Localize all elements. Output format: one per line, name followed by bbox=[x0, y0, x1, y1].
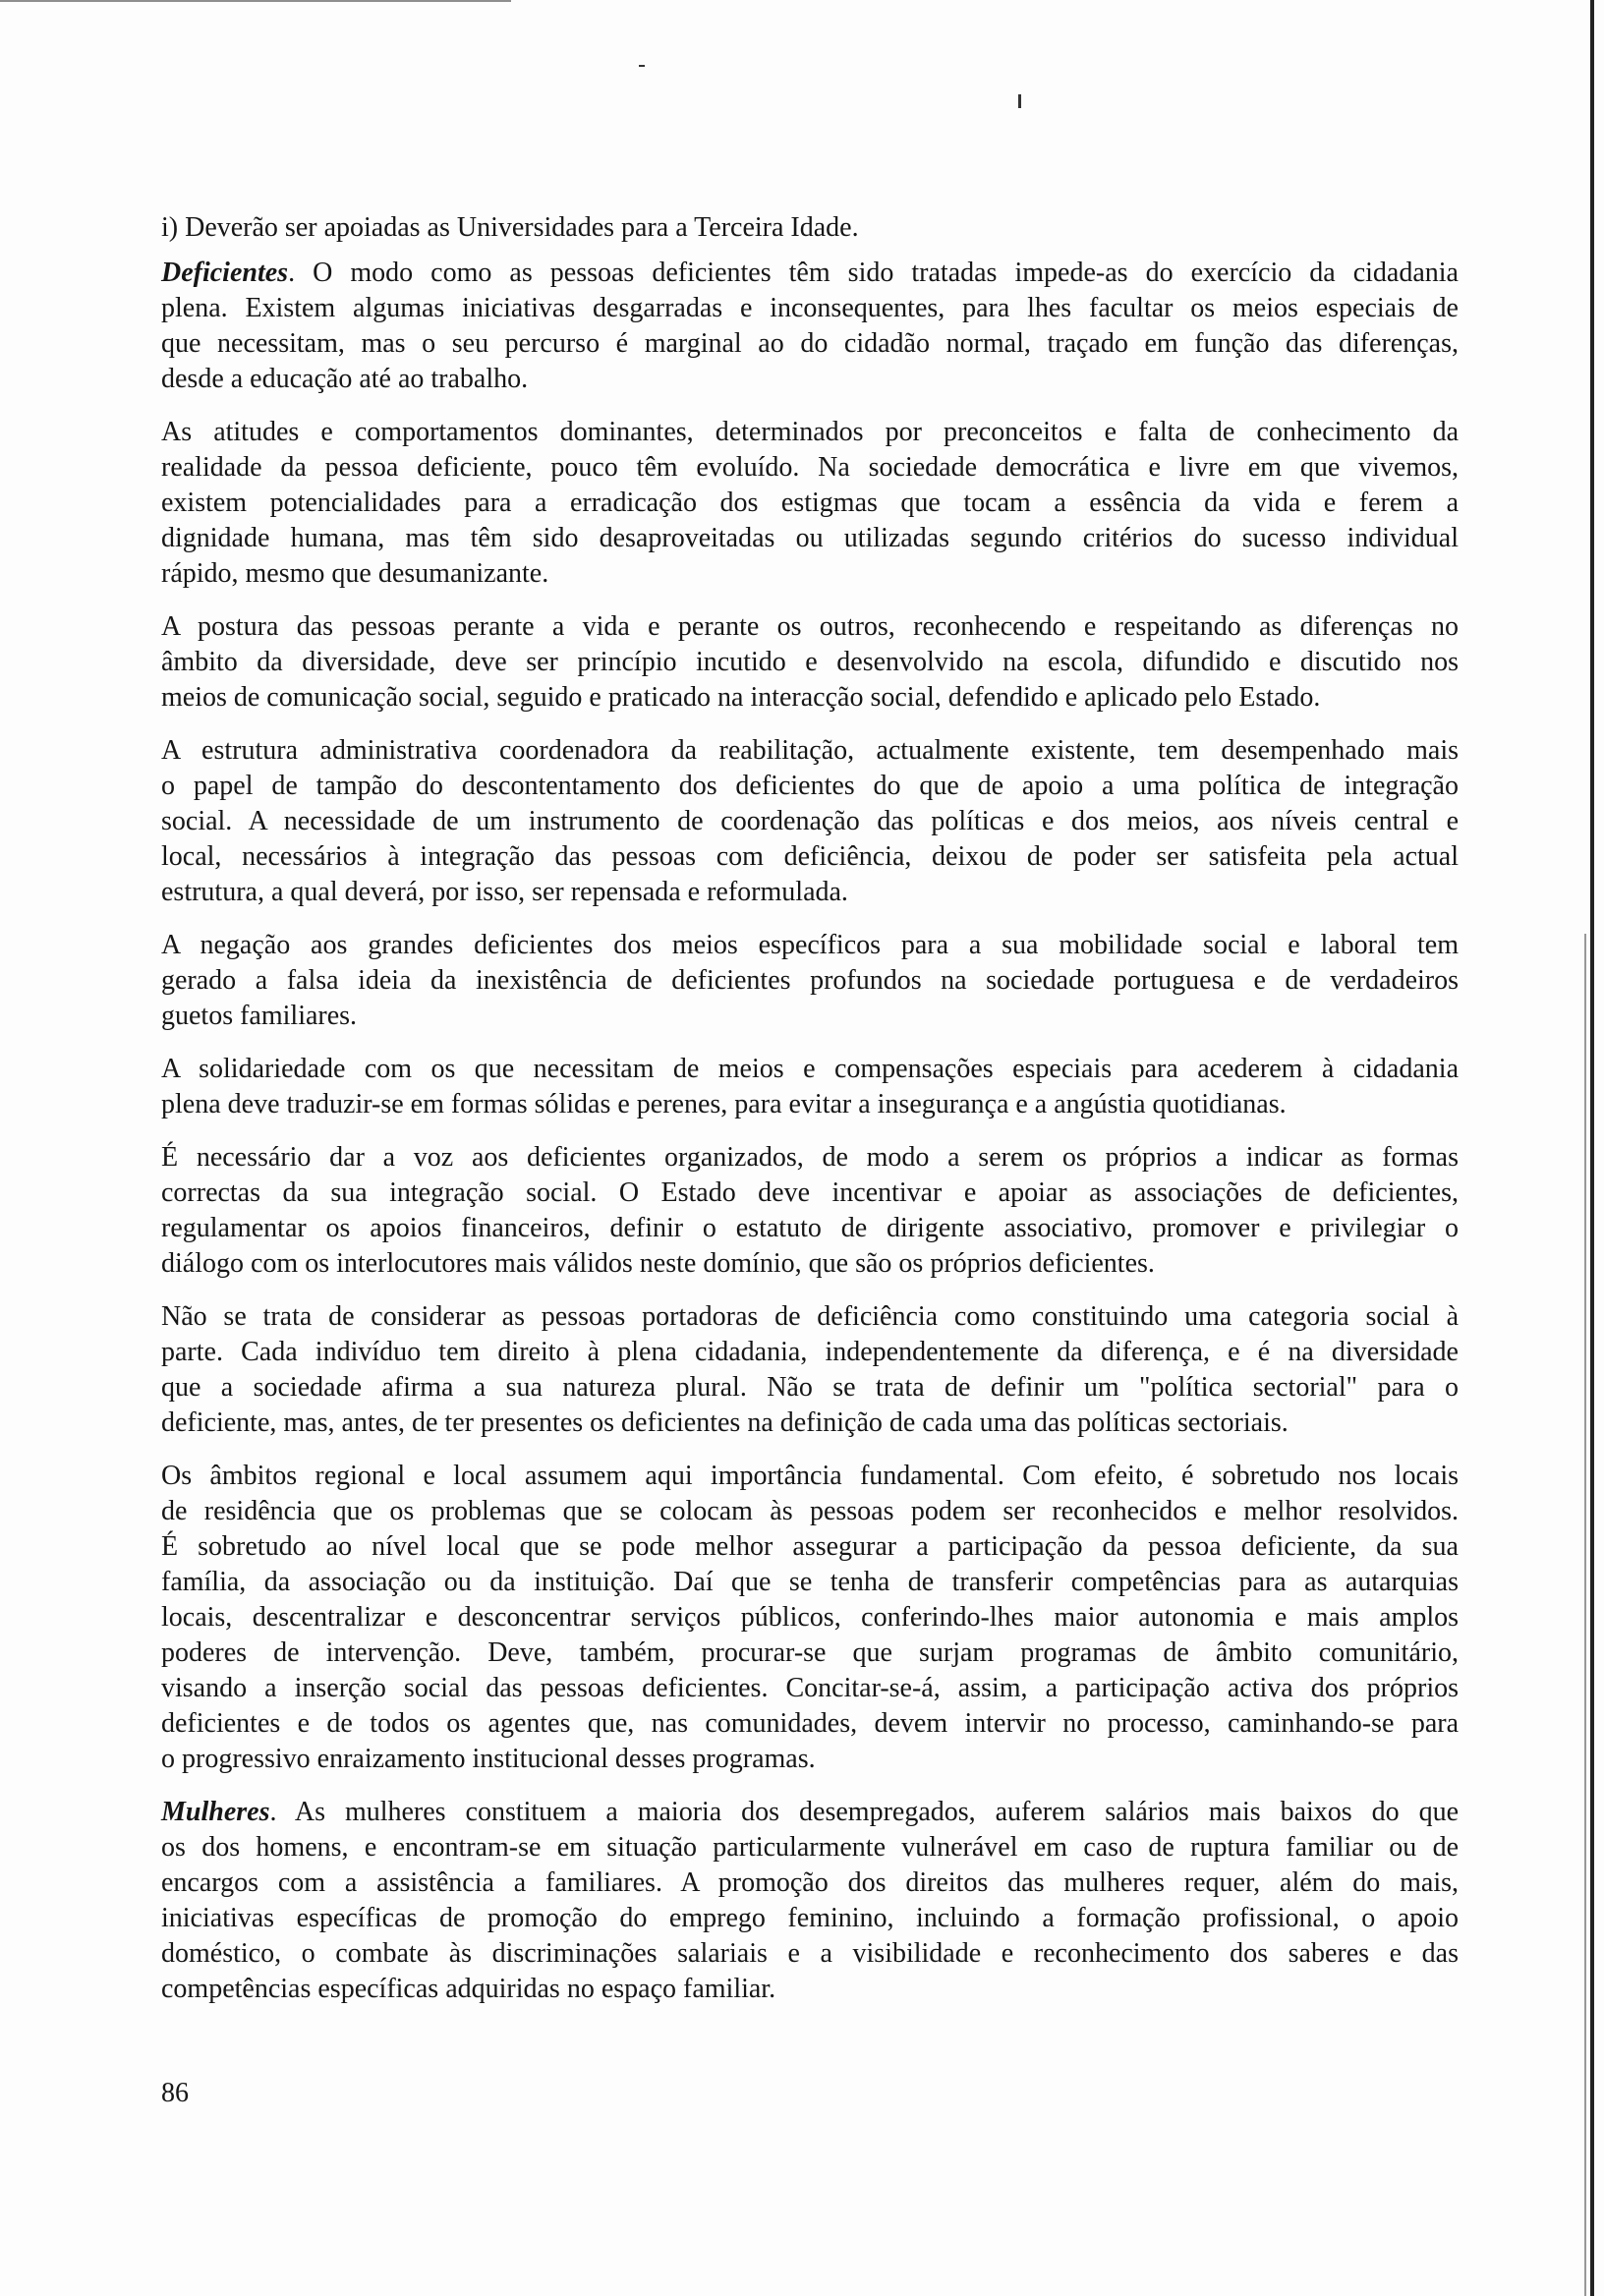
text-line: doméstico, o combate às discriminações salariais e a visibilidade e reconhecimento dos saberes e das bbox=[161, 1938, 1459, 1969]
paragraph bbox=[161, 733, 1459, 910]
section-lead-heading: Deficientes bbox=[161, 258, 289, 288]
paragraph bbox=[161, 256, 1459, 397]
text-line: Não se trata de considerar as pessoas portadoras de deficiência como constituindo uma categoria social à bbox=[161, 1301, 1459, 1332]
scan-edge-right bbox=[1590, 0, 1594, 2296]
text-line: parte. Cada indivíduo tem direito à plena cidadania, independentemente da diferença, e é na diversidade bbox=[161, 1337, 1459, 1367]
text-line: É necessário dar a voz aos deficientes organizados, de modo a serem os próprios a indicar as formas bbox=[161, 1142, 1459, 1173]
text-line: rápido, mesmo que desumanizante. bbox=[161, 558, 549, 589]
text-line: desde a educação até ao trabalho. bbox=[161, 364, 529, 394]
text-line: realidade da pessoa deficiente, pouco têm evoluído. Na sociedade democrática e livre em que vivemos, bbox=[161, 452, 1459, 483]
text-line: estrutura, a qual deverá, por isso, ser repensada e reformulada. bbox=[161, 877, 848, 907]
text-line: A negação aos grandes deficientes dos meios específicos para a sua mobilidade social e laboral tem bbox=[161, 930, 1459, 960]
text-line: guetos familiares. bbox=[161, 1001, 358, 1031]
scan-edge-shadow bbox=[1584, 934, 1586, 2296]
text-line bbox=[161, 256, 1459, 291]
paragraph bbox=[161, 609, 1459, 716]
text-line: regulamentar os apoios financeiros, definir o estatuto de dirigente associativo, promover e privilegiar o bbox=[161, 1213, 1459, 1243]
text-line: o papel de tampão do descontentamento dos deficientes do que de apoio a uma política de integração bbox=[161, 771, 1459, 801]
text-line-rest: . O modo como as pessoas deficientes têm sido tratadas impede-as do exercício da cidadania bbox=[288, 258, 1459, 288]
document-body bbox=[161, 210, 1459, 2025]
text-line: plena. Existem algumas iniciativas desgarradas e inconsequentes, para lhes facultar os meios especiais de bbox=[161, 293, 1459, 323]
text-line: Os âmbitos regional e local assumem aqui importância fundamental. Com efeito, é sobretudo nos locais bbox=[161, 1461, 1459, 1491]
text-line: local, necessários à integração das pessoas com deficiência, deixou de poder ser satisfeita pela actual bbox=[161, 841, 1459, 872]
paragraph bbox=[161, 928, 1459, 1034]
text-line: diálogo com os interlocutores mais válidos neste domínio, que são os próprios deficientes. bbox=[161, 1248, 1155, 1279]
text-line: os dos homens, e encontram-se em situação particularmente vulnerável em caso de ruptura familiar ou de bbox=[161, 1832, 1459, 1863]
text-line: competências específicas adquiridas no espaço familiar. bbox=[161, 1974, 776, 2004]
text-line: que necessitam, mas o seu percurso é marginal ao do cidadão normal, traçado em função das diferenças, bbox=[161, 328, 1459, 359]
paragraph bbox=[161, 1795, 1459, 2007]
text-line: poderes de intervenção. Deve, também, procurar-se que surjam programas de âmbito comunitário, bbox=[161, 1637, 1459, 1668]
paragraph bbox=[161, 1299, 1459, 1441]
text-line: iniciativas específicas de promoção do emprego feminino, incluindo a formação profissional, o apoio bbox=[161, 1903, 1459, 1933]
text-line: deficiente, mas, antes, de ter presentes os deficientes na definição de cada uma das políticas sectoriais. bbox=[161, 1407, 1289, 1438]
text-line: deficientes e de todos os agentes que, nas comunidades, devem intervir no processo, caminhando-se para bbox=[161, 1708, 1459, 1739]
text-line: A estrutura administrativa coordenadora da reabilitação, actualmente existente, tem desempenhado mais bbox=[161, 735, 1459, 766]
text-line: dignidade humana, mas têm sido desaproveitadas ou utilizadas segundo critérios do sucesso individual bbox=[161, 523, 1459, 553]
text-line: existem potencialidades para a erradicação dos estigmas que tocam a essência da vida e ferem a bbox=[161, 488, 1459, 518]
paragraph bbox=[161, 1052, 1459, 1122]
text-line: que a sociedade afirma a sua natureza plural. Não se trata de definir um "política sectorial" para o bbox=[161, 1372, 1459, 1403]
list-item-i bbox=[161, 210, 1459, 246]
scan-speck bbox=[639, 65, 645, 67]
paragraph bbox=[161, 1140, 1459, 1282]
text-line: locais, descentralizar e desconcentrar serviços públicos, conferindo-lhes maior autonomia e mais amplos bbox=[161, 1602, 1459, 1633]
text-line bbox=[161, 1795, 1459, 1830]
text-line: É sobretudo ao nível local que se pode melhor assegurar a participação da pessoa deficiente, da sua bbox=[161, 1531, 1459, 1562]
text-line: A solidariedade com os que necessitam de meios e compensações especiais para acederem à cidadania bbox=[161, 1054, 1459, 1084]
text-line-rest: . As mulheres constituem a maioria dos desempregados, auferem salários mais baixos do que bbox=[269, 1797, 1459, 1827]
paragraph bbox=[161, 415, 1459, 592]
text-line: gerado a falsa ideia da inexistência de deficientes profundos na sociedade portuguesa e de verdadeiros bbox=[161, 965, 1459, 996]
text-line: encargos com a assistência a familiares. A promoção dos direitos das mulheres requer, além do mais, bbox=[161, 1867, 1459, 1898]
text-line: A postura das pessoas perante a vida e perante os outros, reconhecendo e respeitando as diferenças no bbox=[161, 611, 1459, 642]
scan-edge-top bbox=[0, 0, 511, 2]
section-lead-heading: Mulheres bbox=[161, 1797, 270, 1827]
text-line: visando a inserção social das pessoas deficientes. Concitar-se-á, assim, a participação activa dos próprios bbox=[161, 1673, 1459, 1703]
page-number: 86 bbox=[161, 2078, 189, 2108]
text-line: As atitudes e comportamentos dominantes, determinados por preconceitos e falta de conhecimento da bbox=[161, 417, 1459, 447]
text-line: família, da associação ou da instituição. Daí que se tenha de transferir competências para as autarquias bbox=[161, 1567, 1459, 1597]
scan-speck bbox=[1018, 94, 1021, 108]
paragraph bbox=[161, 1459, 1459, 1777]
text-line: meios de comunicação social, seguido e praticado na interacção social, defendido e aplicado pelo Estado. bbox=[161, 682, 1321, 713]
text-line: o progressivo enraizamento institucional desses programas. bbox=[161, 1744, 816, 1774]
text-line: de residência que os problemas que se colocam às pessoas podem ser reconhecidos e melhor resolvidos. bbox=[161, 1496, 1459, 1526]
text-line: correctas da sua integração social. O Estado deve incentivar e apoiar as associações de deficientes, bbox=[161, 1177, 1459, 1208]
list-item-text: i) Deverão ser apoiadas as Universidades para a Terceira Idade. bbox=[161, 212, 859, 243]
text-line: âmbito da diversidade, deve ser princípio incutido e desenvolvido na escola, difundido e discutido nos bbox=[161, 647, 1459, 677]
text-line: social. A necessidade de um instrumento de coordenação das políticas e dos meios, aos níveis central e bbox=[161, 806, 1459, 836]
text-line: plena deve traduzir-se em formas sólidas e perenes, para evitar a insegurança e a angústia quotidianas. bbox=[161, 1089, 1287, 1119]
